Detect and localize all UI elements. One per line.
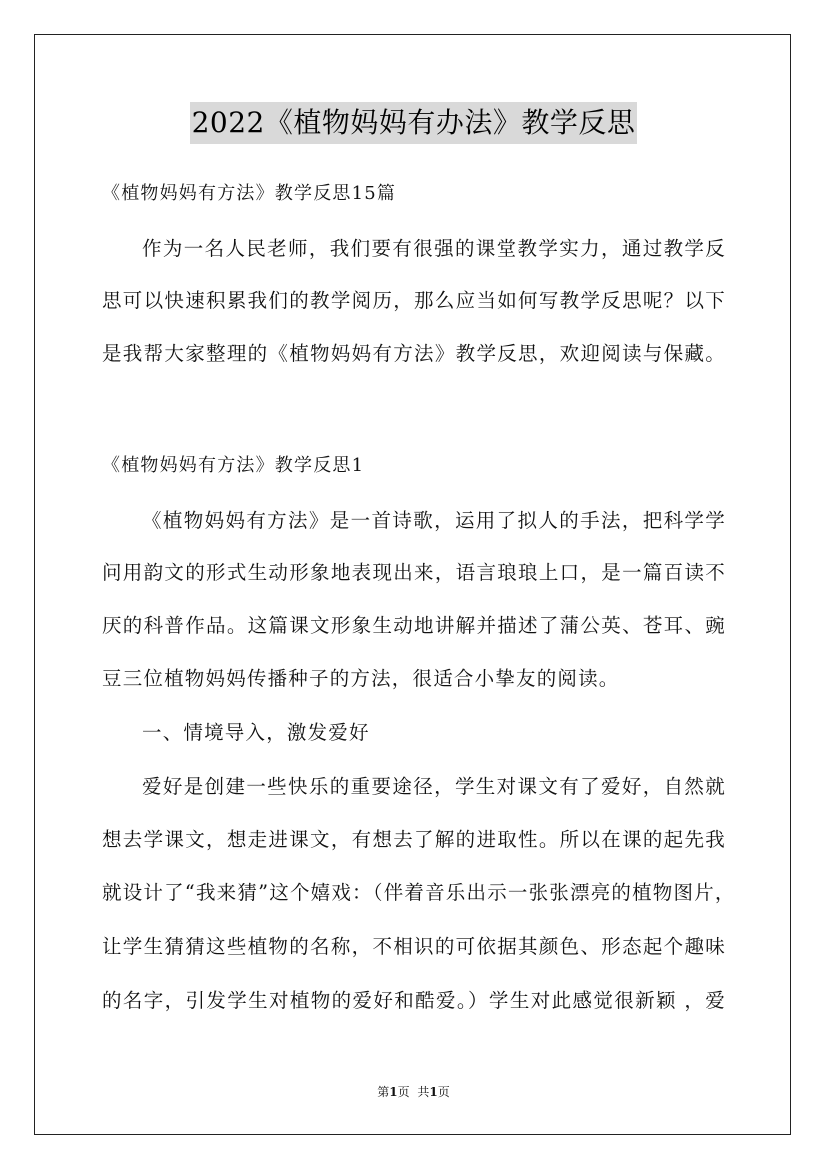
page-suffix: 页 xyxy=(397,1085,410,1099)
page-prefix: 第 xyxy=(377,1085,390,1099)
paragraph-line: 爱好是创建一些快乐的重要途径，学生对课文有了爱好，自然就 xyxy=(142,775,726,798)
paragraph-line: 的名字，引发学生对植物的爱好和酷爱。）学生对此感觉很新颖 ，爱 xyxy=(102,989,726,1012)
page-number: 1 xyxy=(389,1085,398,1099)
paragraph-line: 《植物妈妈有方法》是一首诗歌，运用了拟人的手法，把科学学 xyxy=(142,509,726,532)
paragraph-line: 作为一名人民老师，我们要有很强的课堂教学实力，通过教学反 xyxy=(142,237,726,260)
paragraph-line: 思可以快速积累我们的教学阅历，那么应当如何写教学反思呢？以下 xyxy=(102,289,726,312)
document-title: 2022《植物妈妈有办法》教学反思 xyxy=(190,102,638,144)
section-heading: 《植物妈妈有方法》教学反思1 xyxy=(102,455,365,476)
total-pages: 1 xyxy=(429,1085,438,1099)
total-prefix: 共 xyxy=(417,1085,430,1099)
paragraph-line: 就设计了“我来猜”这个嬉戏：（伴着音乐出示一张张漂亮的植物图片， xyxy=(102,881,736,904)
page-footer xyxy=(0,1083,827,1100)
paragraph-line: 豆三位植物妈妈传播种子的方法，很适合小挚友的阅读。 xyxy=(102,667,620,690)
title-container xyxy=(0,102,827,144)
subtitle-line: 《植物妈妈有方法》教学反思15篇 xyxy=(102,183,397,204)
paragraph-line: 是我帮大家整理的《植物妈妈有方法》教学反思，欢迎阅读与保藏。 xyxy=(102,342,726,365)
total-suffix: 页 xyxy=(437,1085,450,1099)
paragraph-line: 想去学课文，想走进课文，有想去了解的进取性。所以在课的起先我 xyxy=(102,828,726,851)
subheading-line: 一、情境导入，激发爱好 xyxy=(142,721,370,744)
paragraph-line: 让学生猜猜这些植物的名称，不相识的可依据其颜色、形态起个趣味 xyxy=(102,935,726,958)
paragraph-line: 厌的科普作品。这篇课文形象生动地讲解并描述了蒲公英、苍耳、豌 xyxy=(102,614,726,637)
paragraph-line: 问用韵文的形式生动形象地表现出来，语言琅琅上口，是一篇百读不 xyxy=(102,561,726,584)
